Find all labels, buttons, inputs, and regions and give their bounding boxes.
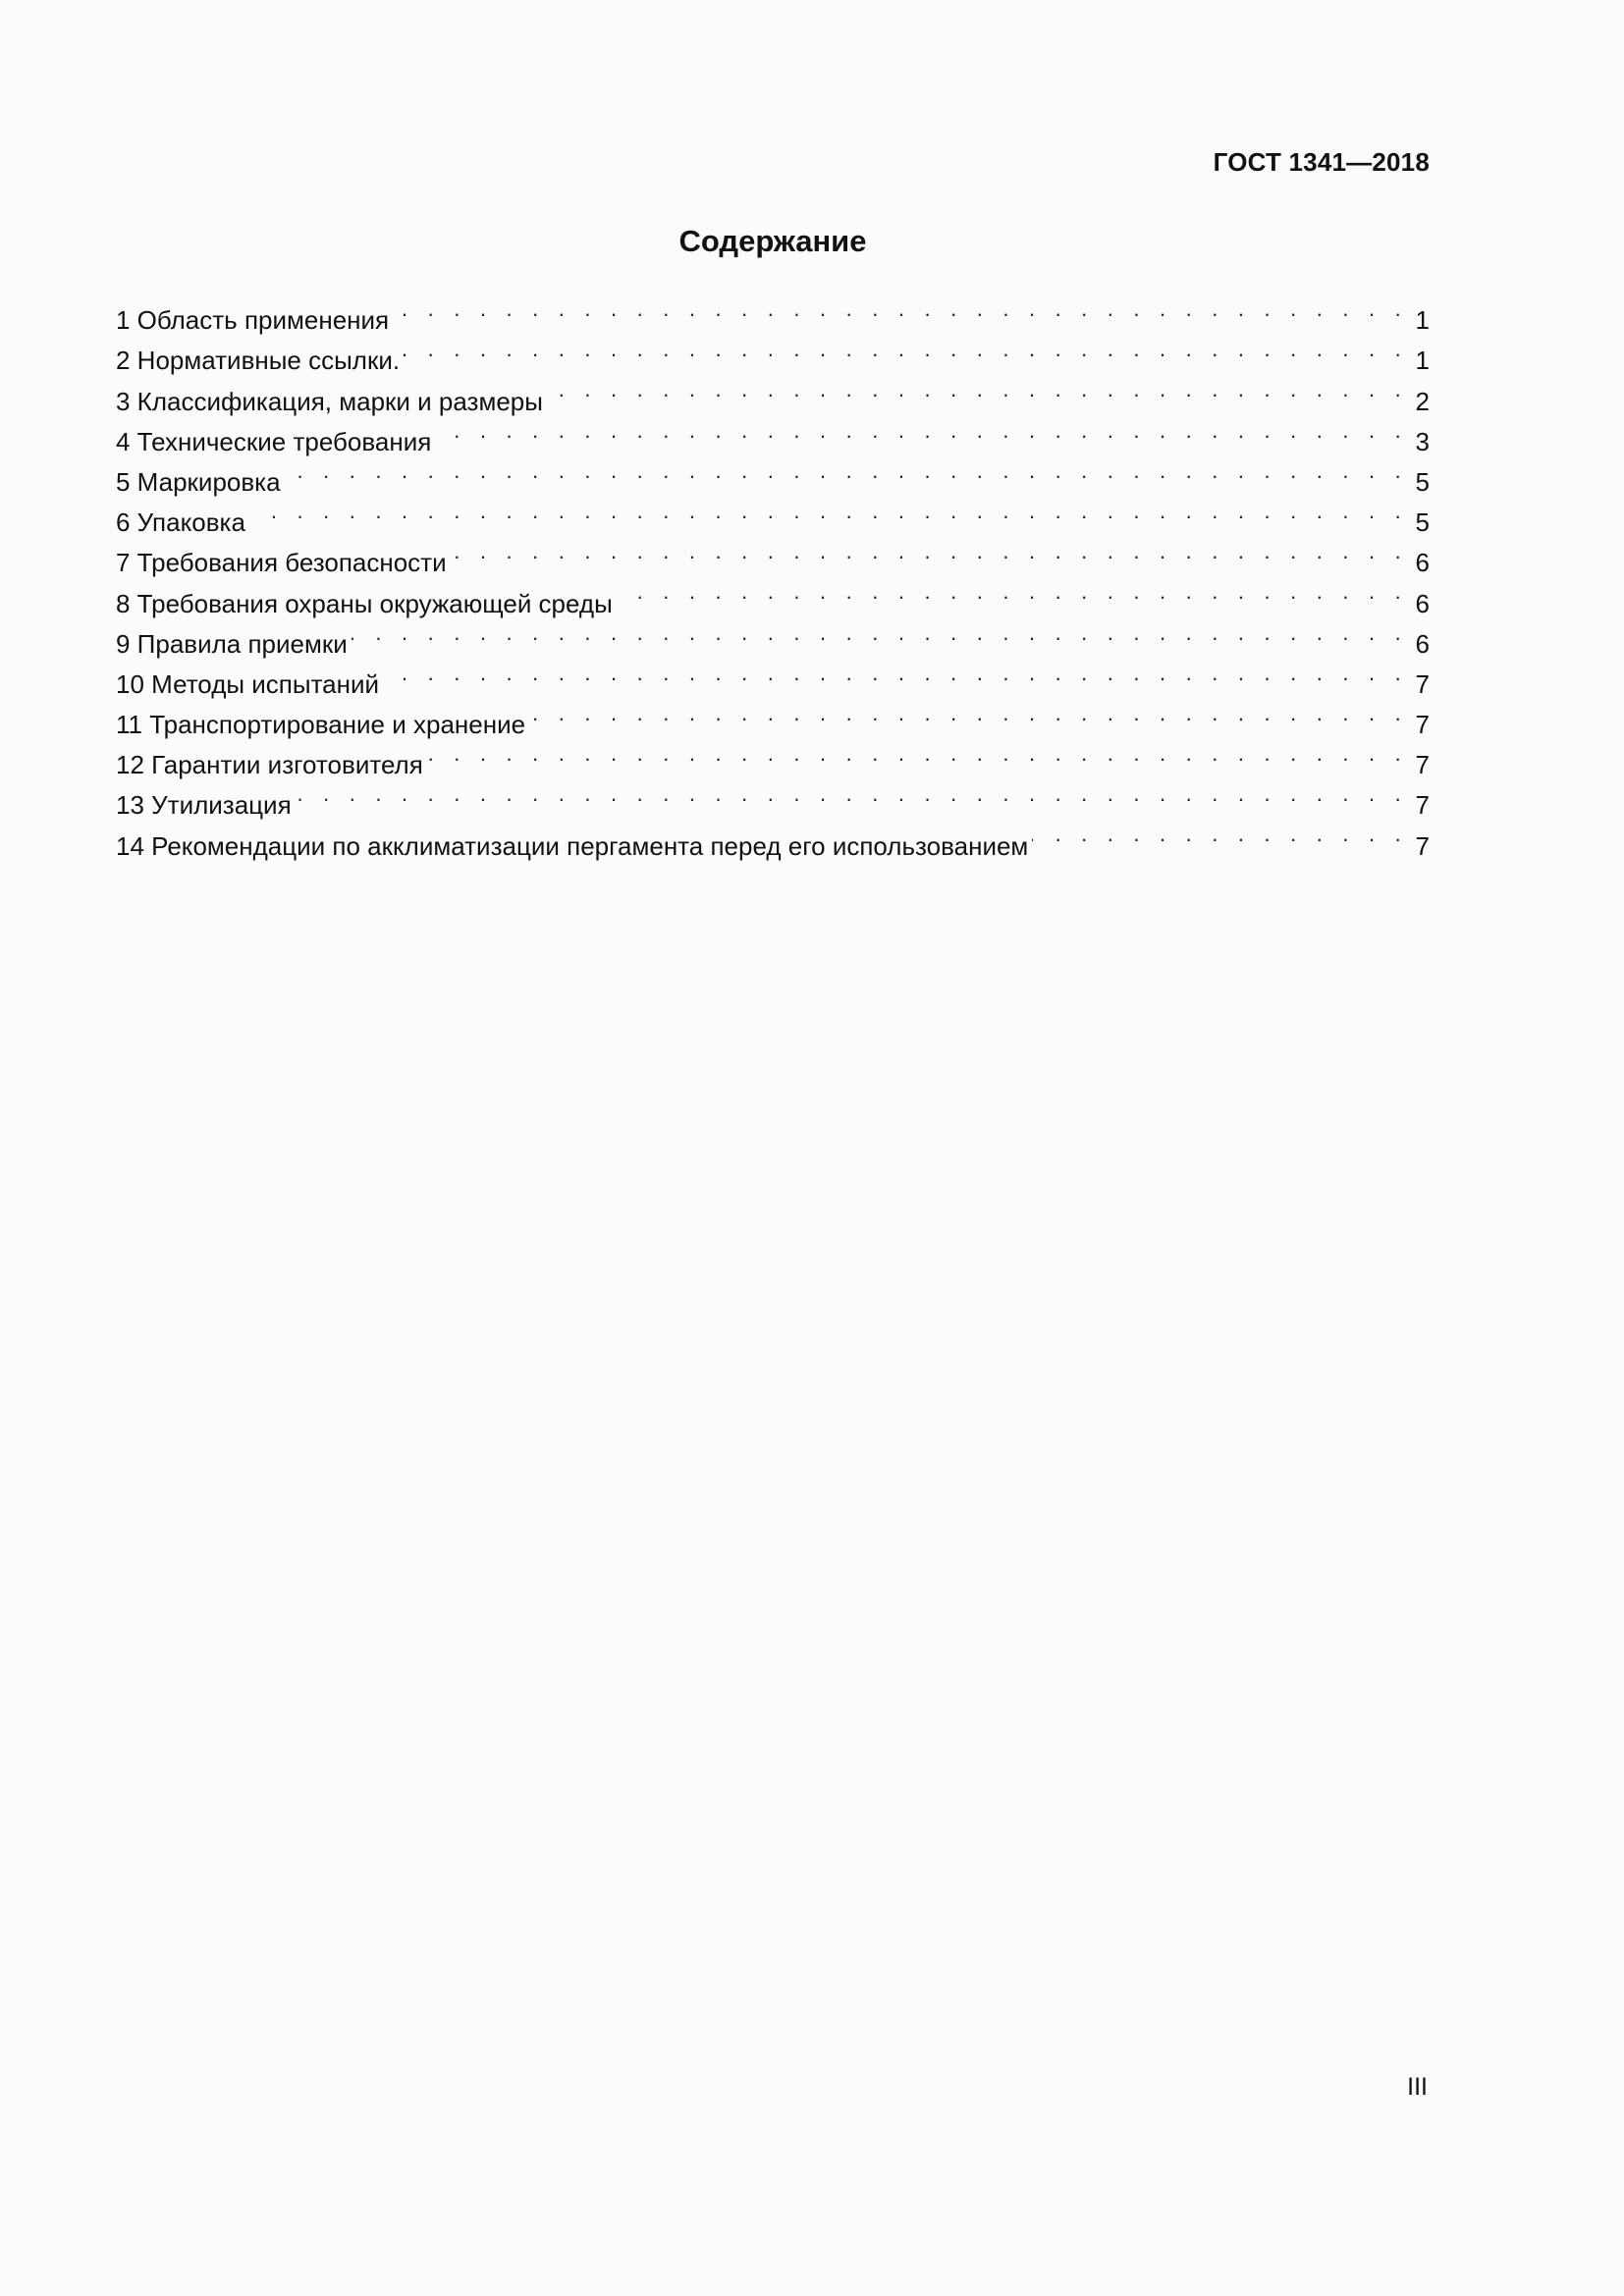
toc-leader-dots <box>451 531 1408 571</box>
toc-entry-label: 7 Требования безопасности <box>116 548 447 578</box>
toc-title: Содержание <box>678 224 867 258</box>
toc-entry-label: 5 Маркировка <box>116 466 281 497</box>
toc-entry-label: 4 Технические требования <box>116 426 432 456</box>
toc-entry-label: 3 Классификация, марки и размеры <box>116 386 543 416</box>
toc-leader-dots <box>435 410 1408 451</box>
toc-entry-label: 12 Гарантии изготовителя <box>116 750 423 780</box>
toc-entry-label: 14 Рекомендации по акклиматизации пергамента перед его использованием <box>116 830 1029 861</box>
toc-entry-page: 7 <box>1415 790 1430 821</box>
table-of-contents <box>116 289 1430 861</box>
toc-leader-dots <box>285 451 1408 491</box>
toc-entry-page: 1 <box>1415 305 1430 336</box>
toc-entry[interactable] <box>116 814 1430 861</box>
toc-leader-dots <box>547 369 1408 409</box>
toc-entry-label: 10 Методы испытаний <box>116 668 380 699</box>
toc-entry-label: 8 Требования охраны окружающей среды <box>116 588 613 618</box>
toc-entry-page: 5 <box>1415 507 1430 538</box>
document-code: ГОСТ 1341—2018 <box>1213 147 1430 177</box>
toc-entry[interactable] <box>116 774 1430 821</box>
toc-entry-page: 2 <box>1415 386 1430 416</box>
toc-entry-page: 5 <box>1415 466 1430 497</box>
toc-entry-page: 6 <box>1415 548 1430 578</box>
toc-leader-dots <box>383 653 1408 693</box>
toc-entry-label: 6 Упаковка <box>116 507 245 538</box>
toc-leader-dots <box>529 693 1408 733</box>
toc-leader-dots <box>1032 814 1408 854</box>
toc-entry-label: 2 Нормативные ссылки. <box>116 346 401 376</box>
toc-entry-label: 1 Область применения <box>116 305 390 336</box>
toc-leader-dots <box>404 329 1408 369</box>
toc-entry-page: 3 <box>1415 426 1430 456</box>
toc-entry-page: 6 <box>1415 588 1430 618</box>
page-number: III <box>1407 2073 1428 2101</box>
toc-entry[interactable] <box>116 531 1430 578</box>
toc-leader-dots <box>393 289 1408 329</box>
toc-entry[interactable] <box>116 491 1430 538</box>
toc-entry-page: 7 <box>1415 830 1430 861</box>
toc-entry-label: 13 Утилизация <box>116 790 292 821</box>
toc-entry-page: 7 <box>1415 710 1430 740</box>
toc-leader-dots <box>249 491 1408 531</box>
toc-entry-label: 9 Правила приемки <box>116 628 348 659</box>
toc-entry-page: 6 <box>1415 628 1430 659</box>
toc-leader-dots <box>617 571 1408 612</box>
toc-entry-page: 1 <box>1415 346 1430 376</box>
toc-entry[interactable] <box>116 451 1430 497</box>
toc-leader-dots <box>427 733 1408 774</box>
toc-entry-page: 7 <box>1415 750 1430 780</box>
toc-leader-dots <box>296 774 1408 814</box>
toc-entry-label: 11 Транспортирование и хранение <box>116 710 526 740</box>
toc-entry-page: 7 <box>1415 668 1430 699</box>
toc-entry[interactable] <box>116 289 1430 336</box>
toc-leader-dots <box>352 613 1408 653</box>
